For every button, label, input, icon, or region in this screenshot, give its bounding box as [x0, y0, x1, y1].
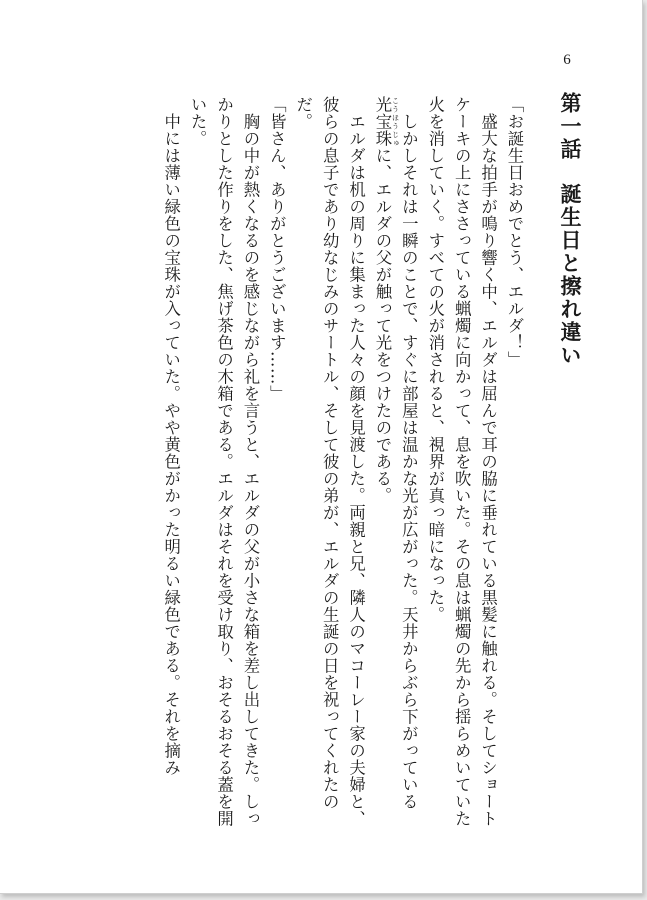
- body-text: [157, 96, 527, 841]
- chapter-name: 誕生日と擦れ違い: [558, 183, 582, 367]
- ruby-base: 光宝珠: [372, 96, 392, 147]
- chapter-label: 第一話: [558, 92, 582, 161]
- paragraph-light: [369, 96, 422, 841]
- paragraph-guests: エルダは机の周りに集まった人々の顔を見渡した。両親と兄、隣人のマコーレー家の夫婦と、彼らの息子であり幼なじみのサートル、そして彼の弟が、エルダの生誕の日を祝ってくれたのだ。: [293, 96, 366, 827]
- chapter-title: [545, 92, 585, 412]
- paragraph-candles: 盛大な拍手が鳴り響く中、エルダは屈んで耳の脇に垂れている黒髪に触れる。そしてショートケーキの上にささっている蝋燭に向かって、息を吹いた。その息は蝋燭の先から揺らめいていた火を消していく。すべての火が消されると、視界が真っ暗になった。: [425, 96, 498, 827]
- paragraph-light-part1: しかしそれは一瞬のことで、すぐに部屋は温かな光が広がった。天井からぶら下がっている: [399, 96, 419, 810]
- page-number: 6: [563, 52, 571, 68]
- paragraph-green-orb: 中には薄い緑色の宝珠が入っていた。やや黄色がかった明るい緑色である。それを摘み: [161, 96, 181, 776]
- paragraph-thanks: 「皆さん、ありがとうございます……」: [267, 96, 287, 402]
- ruby-light-orb: [372, 96, 400, 147]
- ruby-reading: こうほうじゅ: [391, 96, 400, 147]
- paragraph-light-part2: に、エルダの父が触って光をつけたのである。: [372, 147, 392, 504]
- paragraph-greeting: 「お誕生日おめでとう、エルダ！」: [505, 96, 524, 368]
- paragraph-gift-box: 胸の中が熱くなるのを感じながら礼を言うと、エルダの父が小さな箱を差し出してきた。しっかりとした作りをした、焦げ茶色の木箱である。エルダはそれを受け取り、おそるおそる蓋を開いた。: [188, 96, 260, 827]
